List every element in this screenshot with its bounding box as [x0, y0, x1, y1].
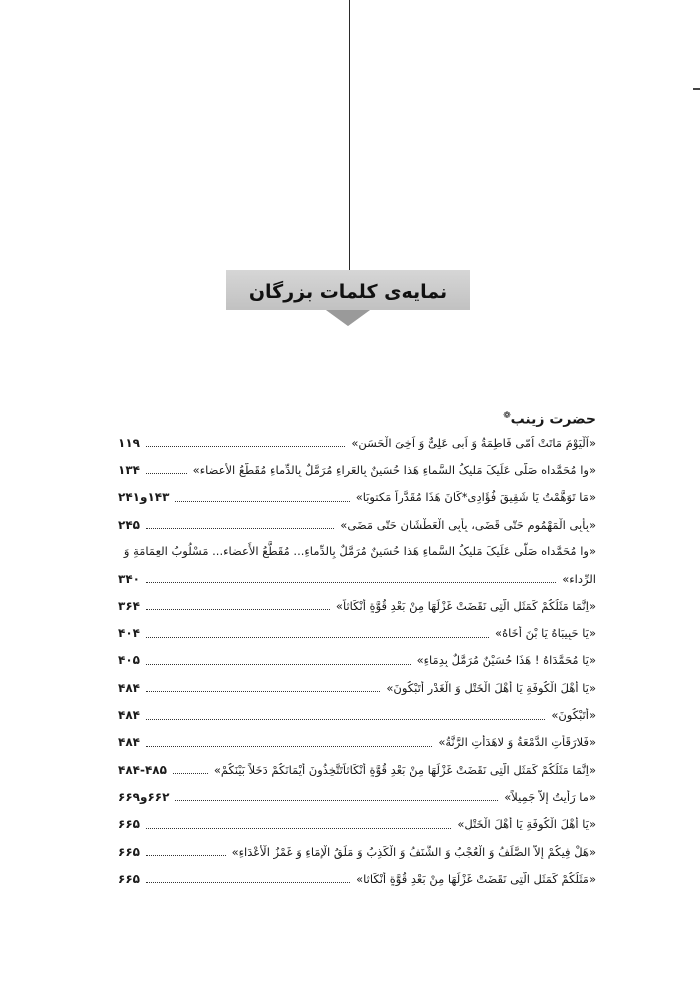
index-entry	[118, 865, 596, 892]
leader-dots	[146, 446, 345, 447]
section-title	[118, 403, 596, 429]
leader-dots	[146, 664, 411, 665]
leader-dots	[146, 855, 226, 856]
entry-page-number: ۶۶۵	[118, 817, 140, 832]
leader-dots	[175, 501, 349, 502]
entry-quote: «وا مُحَمَّداه صَلّی عَلَیکَ مَلیکُ السَّماءِ هَذا حُسَینٌ بِالعَراءِ مُرَمَّلٌ بِالدِّماءِ مُقَطَّعُ الأَعضاء»	[192, 462, 596, 477]
entry-quote: «ما رَأَیتُ إلاّ جَمِیلاً»	[504, 789, 596, 804]
entry-page-number: ۶۶۲و۶۶۹	[118, 789, 170, 804]
index-entry	[118, 484, 596, 511]
entry-quote: «هَلْ فِیکُمْ إِلاَّ الصَّلَفُ وَ الْعُجْبُ وَ الشَّنَفُ وَ الْکَذِبُ وَ مَلَقُ الْإِمَاءِ وَ غَمْزُ الْأَعْدَاءِ»	[231, 844, 596, 859]
leader-dots	[146, 609, 330, 610]
leader-dots	[146, 828, 451, 829]
top-divider-line	[349, 0, 350, 270]
entry-quote-continued: الرِّداء»	[562, 571, 596, 586]
entry-quote: «أَتَبْکُونَ»	[551, 708, 596, 723]
leader-dots	[146, 882, 350, 883]
index-entry	[118, 674, 596, 701]
index-entry	[118, 429, 596, 456]
index-entry	[118, 456, 596, 483]
entry-page-number: ۴۰۴	[118, 626, 140, 641]
index-entry	[118, 811, 596, 838]
index-entry	[118, 838, 596, 865]
entry-quote: «اَلْیَوْمَ مَاتَتْ اُمّی فَاطِمَةُ وَ اَبی عَلِیٌّ وَ اَخِیَ الْحَسَنِ»	[351, 435, 596, 450]
leader-dots	[146, 691, 380, 692]
index-entry	[118, 756, 596, 783]
honorific-icon: ❁	[503, 411, 511, 421]
entry-page-number: ۳۶۴	[118, 598, 140, 613]
leader-dots	[173, 773, 208, 774]
entry-page-number: ۱۴۳و۲۴۱	[118, 490, 170, 505]
index-entry	[118, 592, 596, 619]
entry-page-number: ۱۳۴	[118, 462, 140, 477]
entry-quote: «یَا أَهْلَ الْکُوفَةِ یَا أَهْلَ الْخَتْلِ»	[457, 817, 596, 832]
entry-quote: «اِنَّمَا مَثَلُکُمْ کَمَثَلِ الَّتِی نَقَضَتْ غَزْلَهَا مِنْ بَعْدِ قُوَّةٍ أَنْکَاثاً»	[335, 598, 596, 613]
leader-dots	[146, 746, 432, 747]
leader-dots	[146, 719, 545, 720]
entry-quote: «یَا حَبِیبَاهُ یَا بْنَ أَخَاهُ»	[495, 626, 596, 641]
entry-page-number: ۶۶۵	[118, 844, 140, 859]
leader-dots	[175, 800, 498, 801]
chapter-banner	[226, 270, 470, 326]
entry-page-number: ۴۸۴-۴۸۵	[118, 762, 167, 777]
page-title: نمایه‌ی کلمات بزرگان	[248, 281, 448, 303]
entry-page-number: ۱۱۹	[118, 435, 140, 450]
index-entry	[118, 511, 596, 538]
entry-list	[118, 429, 596, 892]
leader-dots	[146, 582, 556, 583]
index-entry	[118, 538, 596, 592]
index-section	[118, 403, 596, 892]
entry-quote: «مَا تَوَهَّمْتُ یَا شَقِیقَ فُؤَادِی*کَانَ هَذَا مُقَدَّراً مَکتوبَا»	[355, 490, 596, 505]
entry-quote: «یَا أَهْلَ الْکُوفَةِ یَا أَهْلَ الْخَتْلِ وَ الْغَدْرِ أَتَبْکُونَ»	[386, 680, 596, 695]
index-entry	[118, 619, 596, 646]
index-entry	[118, 729, 596, 756]
entry-page-number: ۴۸۴	[118, 735, 140, 750]
entry-quote: «بِأَبِی الْمَهْمُومِ حَتّی قَضَی، بِأَبِی الْعَطْشَانِ حَتّی مَضَی»	[340, 517, 596, 532]
index-entry	[118, 783, 596, 810]
entry-page-number: ۴۰۵	[118, 653, 140, 668]
leader-dots	[146, 637, 489, 638]
entry-page-number: ۶۶۵	[118, 871, 140, 886]
section-title-text: حضرت زینب	[510, 411, 596, 428]
entry-quote: «اِنَّمَا مَثَلُکُمْ کَمَثَلِ الَّتِی نَقَضَتْ غَزْلَهَا مِنْ بَعْدِ قُوَّةٍ أَنْکَاثاًتَتَّخِذُونَ أَیْمَانَکُمْ دَخَلاً بَیْنَکُمْ»	[213, 762, 596, 777]
entry-page-number: ۳۴۰	[118, 571, 140, 586]
entry-quote: «یَا مُحَمَّدَاهُ ! هَذَا حُسَیْنٌ مُرَمَّلٌ بِدِمَاءِ»	[416, 653, 596, 668]
index-entry	[118, 647, 596, 674]
entry-page-number: ۴۸۴	[118, 680, 140, 695]
index-entry	[118, 701, 596, 728]
entry-quote: «فَلارَقَأَتِ الدَّمْعَةُ وَ لاهَدَأَتِ الرَّنَّةُ»	[438, 735, 596, 750]
entry-page-number: ۴۸۴	[118, 708, 140, 723]
entry-quote: «مَثَلُکُمْ کَمَثَلِ الَّتِی نَقَضَتْ غَزْلَهَا مِنْ بَعْدِ قُوَّةٍ أَنْکَاثا»	[356, 871, 596, 886]
leader-dots	[146, 528, 334, 529]
leader-dots	[146, 473, 187, 474]
entry-page-number: ۲۴۵	[118, 517, 140, 532]
entry-quote: «وا مُحَمَّداه صَلّی عَلَیکَ مَلیکُ السَّماءِ هَذا حُسَینٌ مُرَمَّلٌ بِالدِّماءِ... مُقَطَّعُ الأَعضاء... مَسْلُوبُ العِمَامَةِ وَ	[123, 544, 596, 559]
page-edge-mark	[693, 88, 700, 90]
